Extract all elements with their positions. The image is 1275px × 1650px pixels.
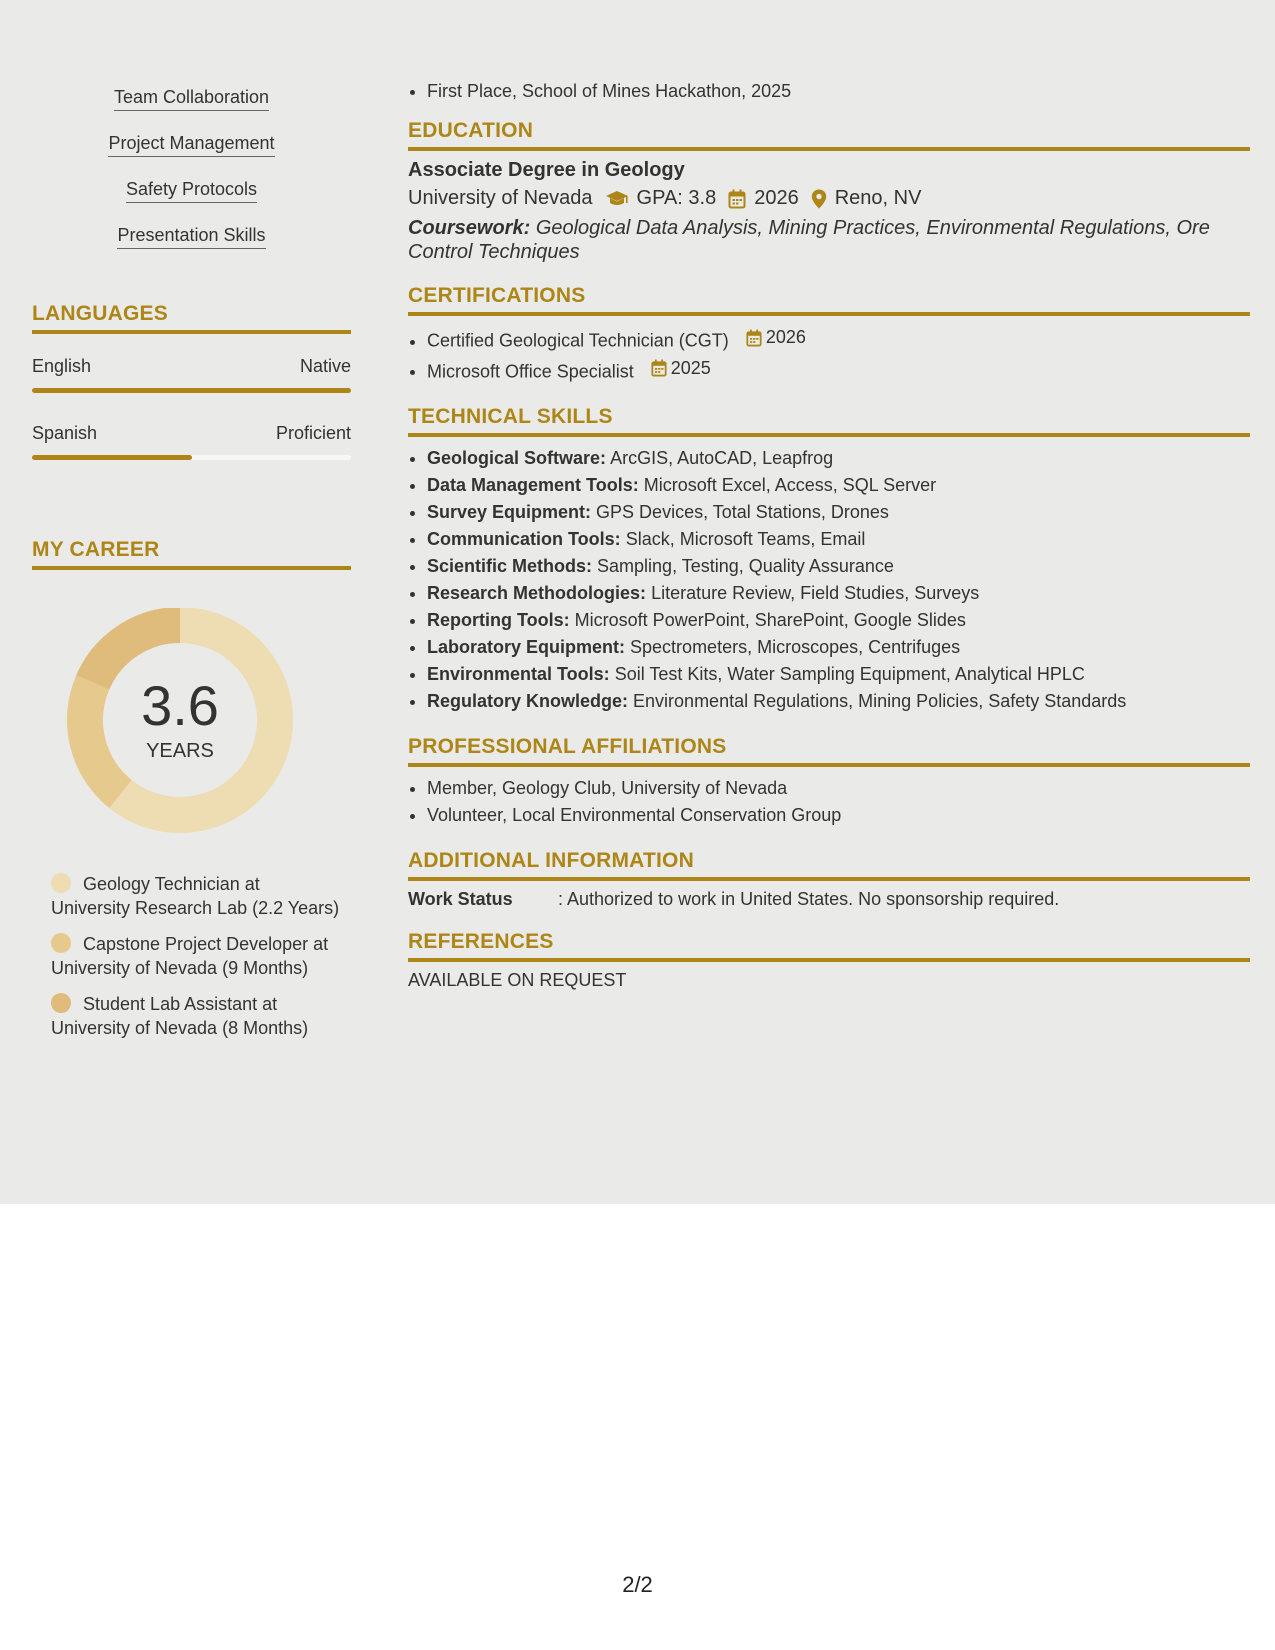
certifications-section (408, 284, 1250, 385)
certification-item (427, 355, 1250, 386)
career-legend (51, 872, 341, 1040)
skill-values: Soil Test Kits, Water Sampling Equipment, Analytical HPLC (614, 664, 1085, 684)
technical-skill-item (427, 499, 1250, 526)
work-status-label: Work Status (408, 889, 513, 909)
skill-category: Research Methodologies: (427, 583, 647, 603)
language-bar-fill (32, 455, 192, 460)
skill-category: Reporting Tools: (427, 610, 570, 630)
awards-list (408, 78, 1250, 105)
affiliation-item: • Volunteer, Local Environmental Conservation Group (427, 802, 1250, 829)
technical-skill-item (427, 472, 1250, 499)
work-status (408, 889, 1250, 910)
language-bar (32, 388, 351, 393)
language-bar (32, 455, 351, 460)
additional-info-section (408, 849, 1250, 910)
coursework-label: Coursework: (408, 217, 531, 239)
skill-tag: Presentation Skills (117, 225, 265, 249)
technical-skills-heading: TECHNICAL SKILLS (408, 405, 1250, 437)
coursework-text: Geological Data Analysis, Mining Practices, Environmental Regulations, Ore Control Techniques (408, 217, 1210, 263)
skill-tag: Project Management (108, 133, 274, 157)
gpa: GPA: 3.8 (636, 187, 717, 209)
certifications-heading: CERTIFICATIONS (408, 284, 1250, 316)
technical-skill-item (427, 634, 1250, 661)
career-donut-chart (32, 608, 351, 848)
skill-tag: Team Collaboration (114, 87, 269, 111)
language-bar-fill (32, 388, 351, 393)
education-section (408, 119, 1250, 264)
skill-values: ArcGIS, AutoCAD, Leapfrog (610, 448, 834, 468)
career-legend-item (51, 872, 341, 920)
skill-category: Data Management Tools: (427, 475, 639, 495)
skill-category: Laboratory Equipment: (427, 637, 626, 657)
work-status-value: : Authorized to work in United States. No sponsorship required. (558, 889, 1060, 909)
technical-skill-item (427, 445, 1250, 472)
school-location: Reno, NV (834, 187, 922, 209)
references-text: AVAILABLE ON REQUEST (408, 970, 627, 990)
certification-item (427, 324, 1250, 355)
certification-name: Microsoft Office Specialist (427, 361, 634, 381)
technical-skill-item (427, 688, 1250, 715)
technical-skill-item (427, 526, 1250, 553)
calendar-icon (651, 359, 667, 377)
technical-skill-item (427, 661, 1250, 688)
left-column (32, 78, 351, 1052)
language-english (32, 356, 351, 393)
skill-category: Regulatory Knowledge: (427, 691, 629, 711)
affiliation-item: • Member, Geology Club, University of Nevada (427, 775, 1250, 802)
language-level: Proficient (275, 423, 351, 443)
skill-category: Survey Equipment: (427, 502, 592, 522)
school-name: University of Nevada (408, 187, 593, 209)
references-section (408, 930, 1250, 991)
language-name: Spanish (32, 423, 98, 443)
skill-category: Geological Software: (427, 448, 607, 468)
languages-heading: LANGUAGES (32, 302, 351, 334)
skill-category: Scientific Methods: (427, 556, 593, 576)
career-unit-label: YEARS (146, 740, 214, 762)
skill-values: Microsoft Excel, Access, SQL Server (643, 475, 937, 495)
legend-dot (51, 933, 71, 953)
certifications-list (408, 324, 1250, 385)
page-number: 2/2 (622, 1572, 653, 1597)
calendar-icon (728, 189, 746, 209)
skill-values: Sampling, Testing, Quality Assurance (597, 556, 894, 576)
references-heading: REFERENCES (408, 930, 1250, 962)
career-total-years: 3.6 (141, 674, 219, 737)
certification-year: 2025 (670, 357, 711, 378)
language-name: English (32, 356, 92, 376)
career-legend-item (51, 992, 341, 1040)
technical-skill-item (427, 580, 1250, 607)
soft-skills-list (32, 78, 351, 262)
career-legend-label: Geology Technician at University Research Lab (2.2 Years) (51, 874, 340, 918)
legend-dot (51, 873, 71, 893)
skill-values: Microsoft PowerPoint, SharePoint, Google Slides (574, 610, 966, 630)
education-details (408, 187, 1250, 210)
affiliations-list (408, 775, 1250, 829)
certification-year: 2026 (765, 327, 806, 347)
award-item: • First Place, School of Mines Hackathon, 2025 (427, 78, 1250, 105)
career-heading: MY CAREER (32, 538, 351, 570)
skill-values: Slack, Microsoft Teams, Email (625, 529, 866, 549)
language-spanish (32, 423, 351, 460)
skill-category: Communication Tools: (427, 529, 621, 549)
technical-skill-item (427, 607, 1250, 634)
career-legend-item (51, 932, 341, 980)
skill-values: Spectrometers, Microscopes, Centrifuges (630, 637, 961, 657)
additional-info-heading: ADDITIONAL INFORMATION (408, 849, 1250, 881)
technical-skills-list (408, 445, 1250, 715)
language-level: Native (299, 356, 351, 376)
graduation-year: 2026 (754, 187, 799, 209)
skill-category: Environmental Tools: (427, 664, 610, 684)
skill-values: GPS Devices, Total Stations, Drones (596, 502, 889, 522)
education-heading: EDUCATION (408, 119, 1250, 151)
skill-values: Literature Review, Field Studies, Surveys (651, 583, 980, 603)
calendar-icon (746, 329, 762, 347)
career-legend-label: Capstone Project Developer at University of Nevada (9 Months) (51, 934, 329, 978)
technical-skills-section (408, 405, 1250, 715)
affiliations-heading: PROFESSIONAL AFFILIATIONS (408, 735, 1250, 767)
skill-values: Environmental Regulations, Mining Policies, Safety Standards (633, 691, 1127, 711)
career-legend-label: Student Lab Assistant at University of Nevada (8 Months) (51, 994, 309, 1038)
technical-skill-item (427, 553, 1250, 580)
graduation-cap-icon (605, 190, 629, 208)
coursework (408, 216, 1250, 264)
certification-name: Certified Geological Technician (CGT) (427, 330, 729, 351)
skill-tag: Safety Protocols (126, 179, 257, 203)
location-pin-icon (811, 189, 827, 209)
legend-dot (51, 993, 71, 1013)
right-column (408, 78, 1250, 991)
degree-title: Associate Degree in Geology (408, 159, 685, 181)
affiliations-section (408, 735, 1250, 829)
